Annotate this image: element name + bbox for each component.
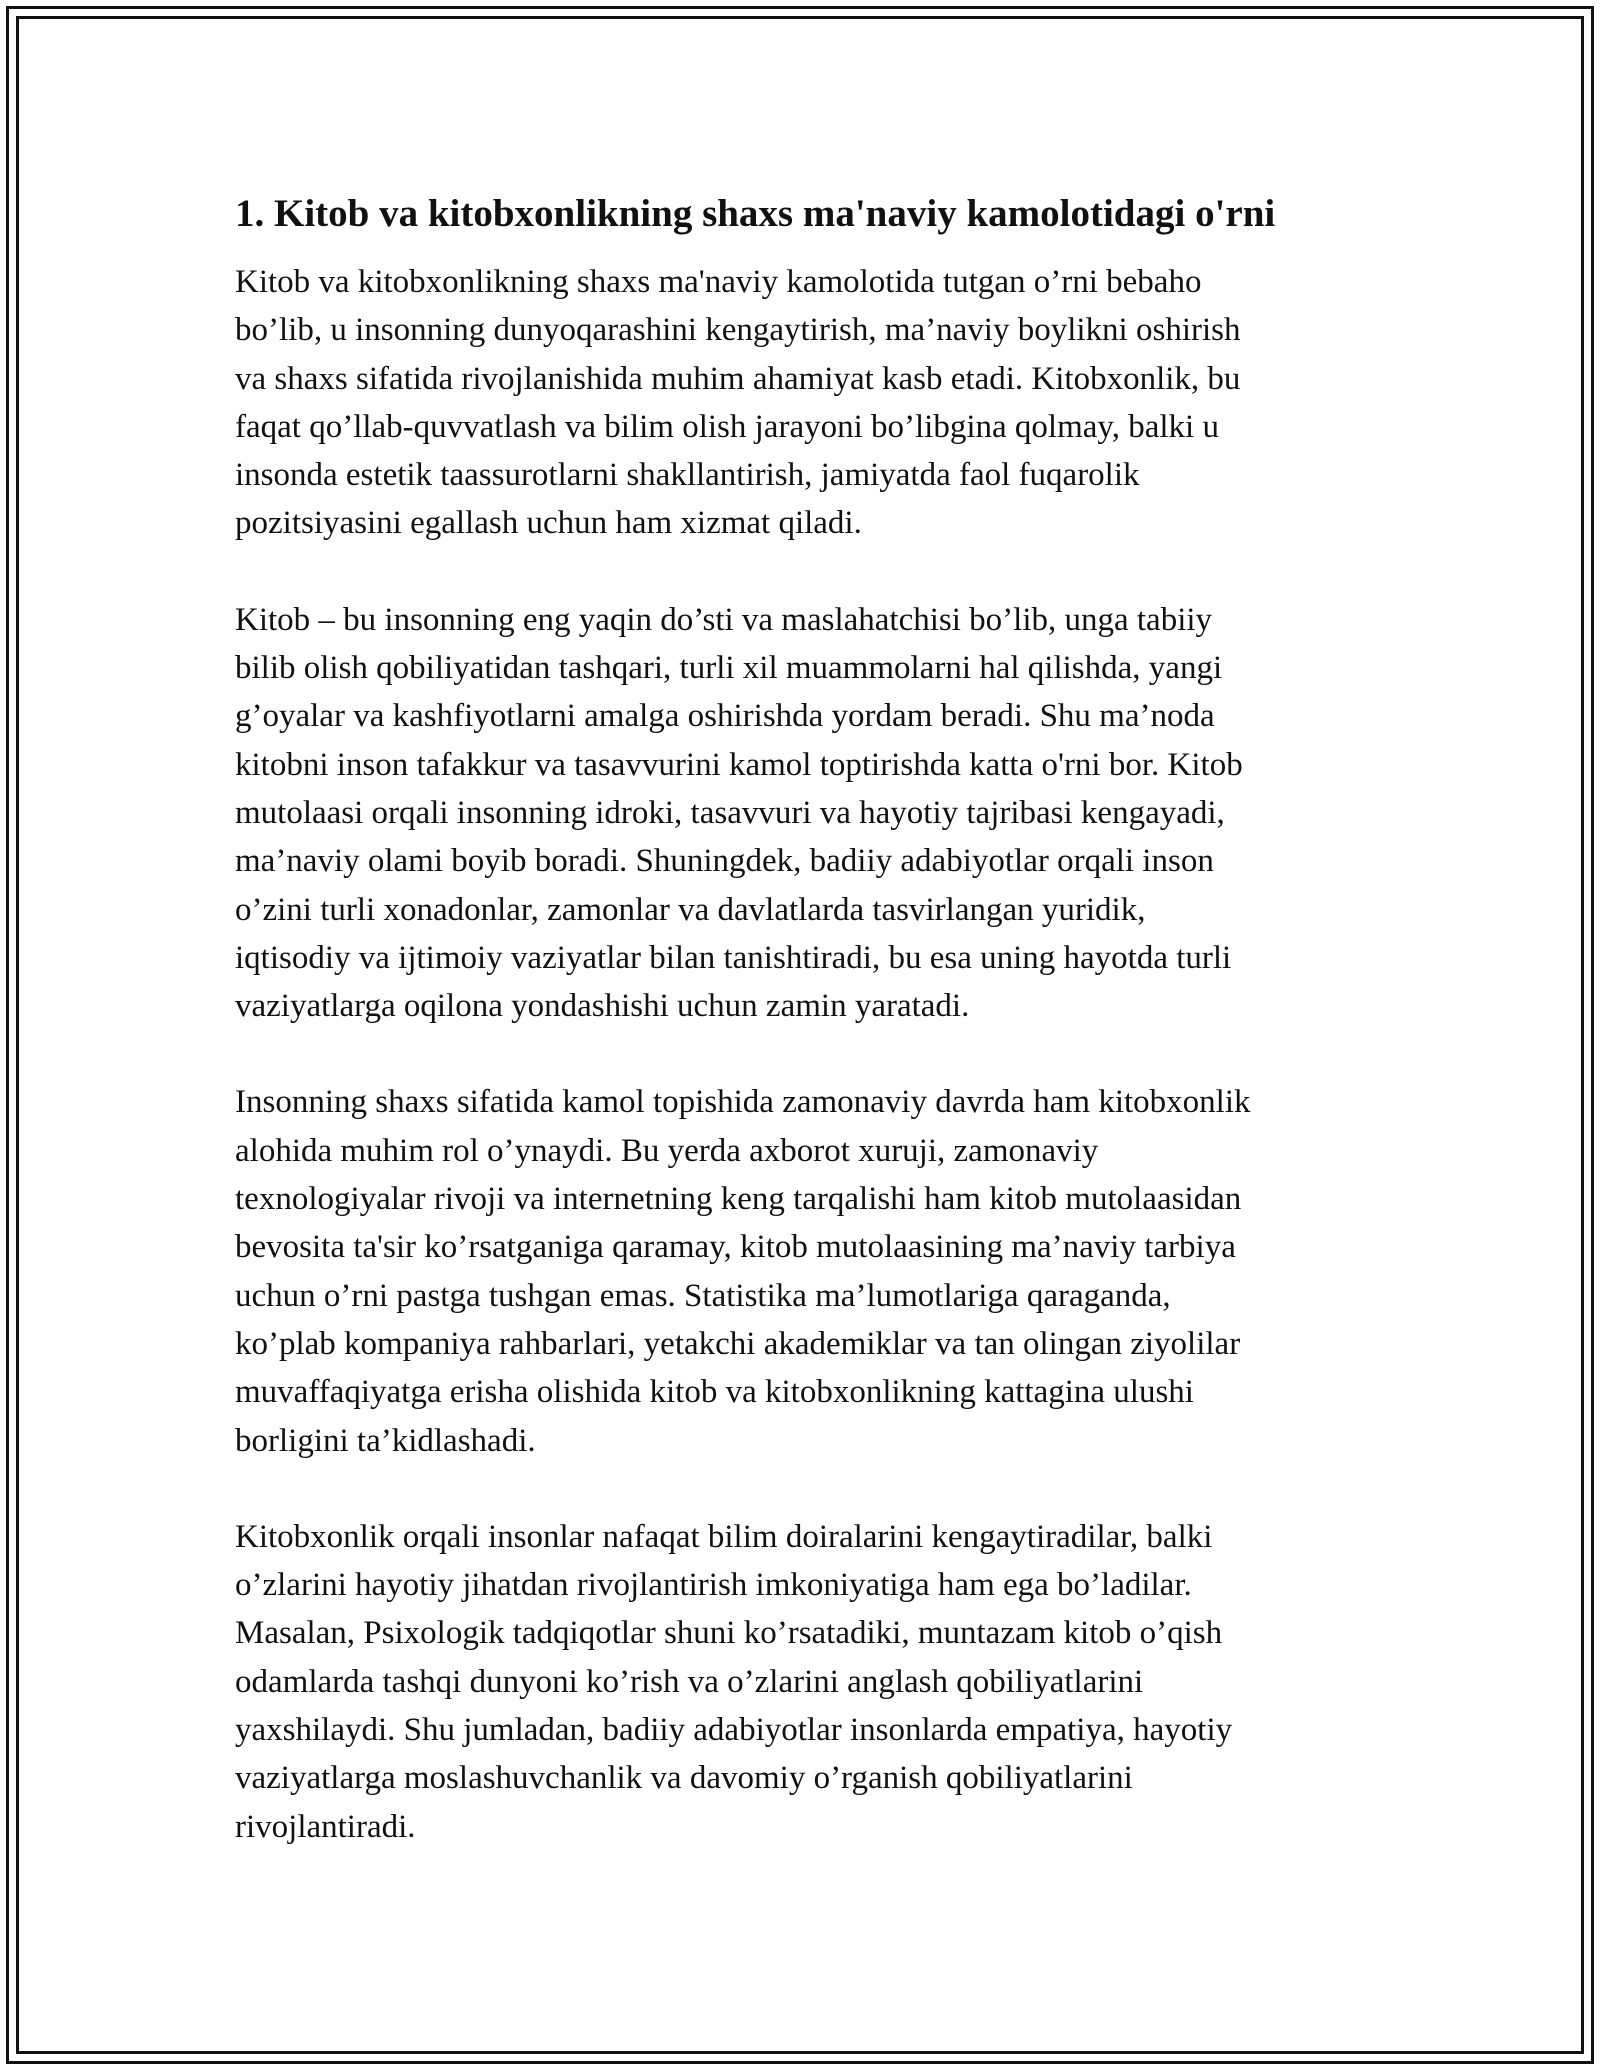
text-line: faqat qo’llab-quvvatlash va bilim olish jarayoni bo’libgina qolmay, balki u (235, 408, 1219, 445)
text-line: bevosita ta'sir ko’rsatganiga qaramay, kitob mutolaasining ma’naviy tarbiya (235, 1229, 1236, 1266)
text-line: va shaxs sifatida rivojlanishida muhim ahamiyat kasb etadi. Kitobxonlik, bu (235, 360, 1241, 397)
text-line: pozitsiyasini egallash uchun ham xizmat qiladi. (235, 505, 862, 542)
text-line: iqtisodiy va ijtimoiy vaziyatlar bilan tanishtiradi, bu esa uning hayotda turli (235, 939, 1232, 976)
text-line: vaziyatlarga moslashuvchanlik va davomiy o’rganish qobiliyatlarini (235, 1760, 1133, 1797)
text-line: kitobni inson tafakkur va tasavvurini kamol toptirishda katta o'rni bor. Kitob (235, 746, 1243, 783)
text-line: alohida muhim rol o’ynaydi. Bu yerda axborot xuruji, zamonaviy (235, 1132, 1099, 1169)
text-line: borligini ta’kidlashadi. (235, 1422, 536, 1459)
text-line: insonda estetik taassurotlarni shakllantirish, jamiyatda faol fuqarolik (235, 457, 1140, 494)
text-line: o’zini turli xonadonlar, zamonlar va davlatlarda tasvirlangan yuridik, (235, 891, 1146, 928)
text-line: muvaffaqiyatga erisha olishida kitob va kitobxonlikning kattagina ulushi (235, 1374, 1194, 1411)
text-line: odamlarda tashqi dunyoni ko’rish va o’zlarini anglash qobiliyatlarini (235, 1663, 1144, 1700)
text-line: texnologiyalar rivoji va internetning keng tarqalishi ham kitob mutolaasidan (235, 1181, 1242, 1218)
paragraph-3 (235, 1078, 1370, 1464)
text-line: Kitob va kitobxonlikning shaxs ma'naviy kamolotida tutgan o’rni bebaho (235, 264, 1202, 300)
text-line: yaxshilaydi. Shu jumladan, badiiy adabiyotlar insonlarda empatiya, hayotiy (235, 1712, 1233, 1749)
text-line: bilib olish qobiliyatidan tashqari, turli xil muammolarni hal qilishda, yangi (235, 650, 1223, 687)
text-line: vaziyatlarga oqilona yondashishi uchun zamin yaratadi. (235, 988, 970, 1025)
text-line: ma’naviy olami boyib boradi. Shuningdek, badiiy adabiyotlar orqali inson (235, 843, 1214, 880)
text-line: o’zlarini hayotiy jihatdan rivojlantirish imkoniyatiga ham ega bo’ladilar. (235, 1567, 1192, 1604)
text-line: ko’plab kompaniya rahbarlari, yetakchi akademiklar va tan olingan ziyolilar (235, 1325, 1241, 1362)
text-line: bo’lib, u insonning dunyoqarashini kengaytirish, ma’naviy boylikni oshirish (235, 312, 1241, 349)
paragraph-2 (235, 596, 1370, 1031)
document-body (235, 188, 1370, 1851)
text-line: g’oyalar va kashfiyotlarni amalga oshirishda yordam beradi. Shu ma’noda (235, 698, 1215, 735)
text-line: Kitob – bu insonning eng yaqin do’sti va maslahatchisi bo’lib, unga tabiiy (235, 601, 1213, 638)
paragraph-4 (235, 1513, 1370, 1851)
text-line: uchun o’rni pastga tushgan emas. Statistika ma’lumotlariga qaraganda, (235, 1277, 1171, 1314)
text-line: mutolaasi orqali insonning idroki, tasavvuri va hayotiy tajribasi kengayadi, (235, 794, 1225, 831)
paragraph-1 (235, 258, 1370, 548)
text-line: Masalan, Psixologik tadqiqotlar shuni ko’rsatadiki, muntazam kitob o’qish (235, 1615, 1223, 1652)
text-line: Kitobxonlik orqali insonlar nafaqat bilim doiralarini kengaytiradilar, balki (235, 1518, 1213, 1555)
section-heading: 1. Kitob va kitobxonlikning shaxs ma'naviy kamolotidagi o'rni (235, 192, 1276, 235)
text-line: rivojlantiradi. (235, 1808, 416, 1845)
text-line: Insonning shaxs sifatida kamol topishida zamonaviy davrda ham kitobxonlik (235, 1084, 1251, 1121)
